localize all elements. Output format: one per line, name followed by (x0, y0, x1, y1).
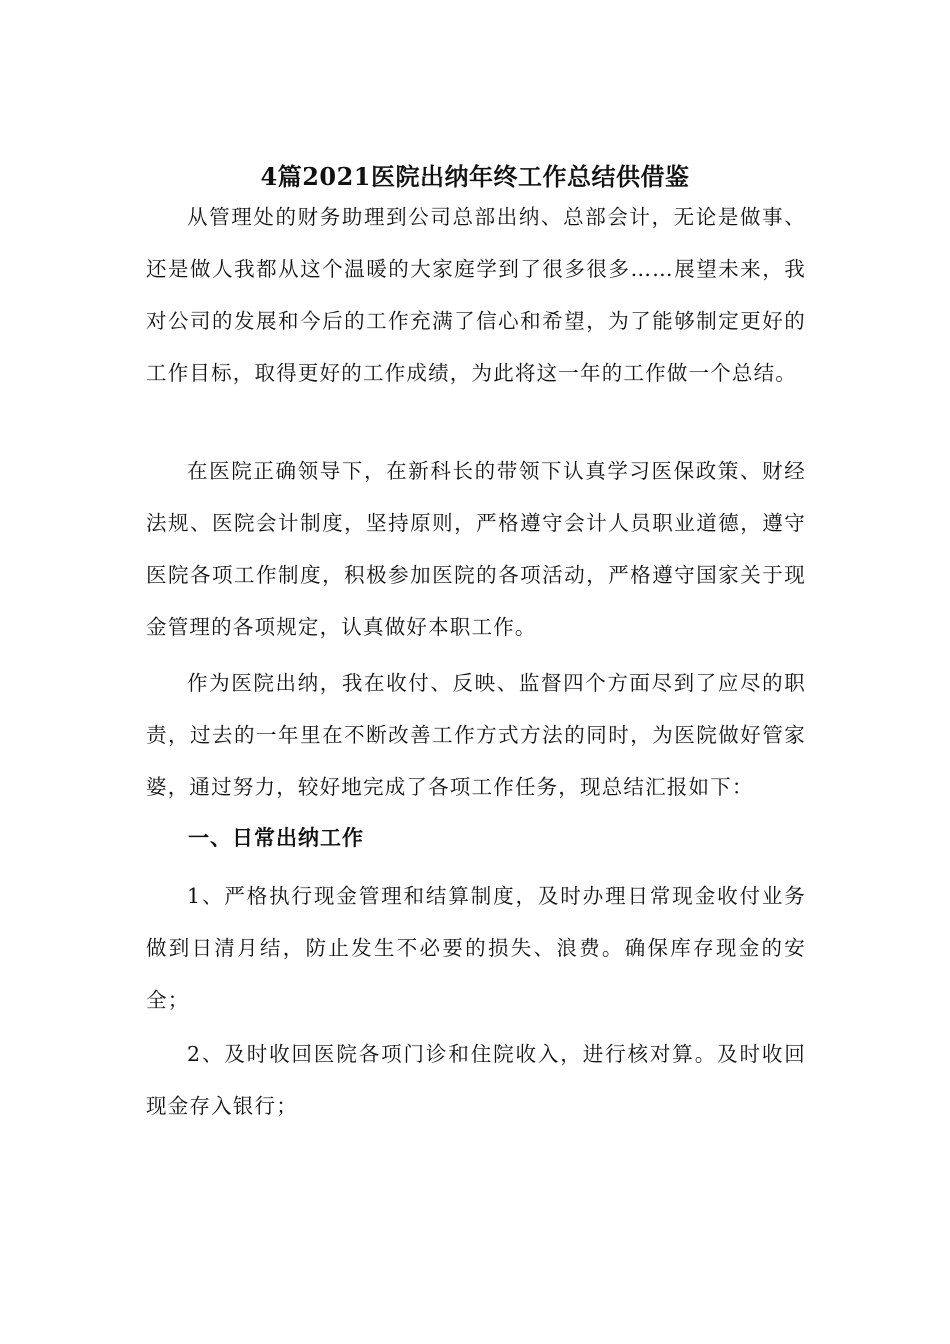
paragraph-summary: 作为医院出纳，我在收付、反映、监督四个方面尽到了应尽的职责，过去的一年里在不断改善工作方式方法的同时，为医院做好管家婆，通过努力，较好地完成了各项工作任务，现总结汇报如下： (146, 671, 806, 799)
document-title: 4篇2021医院出纳年终工作总结供借鉴 (260, 162, 690, 192)
section-heading: 一、日常出纳工作 (188, 825, 364, 850)
list-item: 1、严格执行现金管理和结算制度，及时办理日常现金收付业务做到日清月结，防止发生不必要的损失、浪费。确保库存现金的安全； (146, 884, 806, 1012)
paragraph-intro: 从管理处的财务助理到公司总部出纳、总部会计，无论是做事、还是做人我都从这个温暖的大家庭学到了很多很多……展望未来，我对公司的发展和今后的工作充满了信心和希望，为了能够制定更好的工作目标，取得更好的工作成绩，为此将这一年的工作做一个总结。 (146, 205, 806, 385)
list-item: 2、及时收回医院各项门诊和住院收入，进行核对算。及时收回现金存入银行； (146, 1042, 806, 1118)
paragraph-duties: 在医院正确领导下，在新科长的带领下认真学习医保政策、财经法规、医院会计制度，坚持原则，严格遵守会计人员职业道德，遵守医院各项工作制度，积极参加医院的各项活动，严格遵守国家关于现金管理的各项规定，认真做好本职工作。 (146, 459, 806, 639)
